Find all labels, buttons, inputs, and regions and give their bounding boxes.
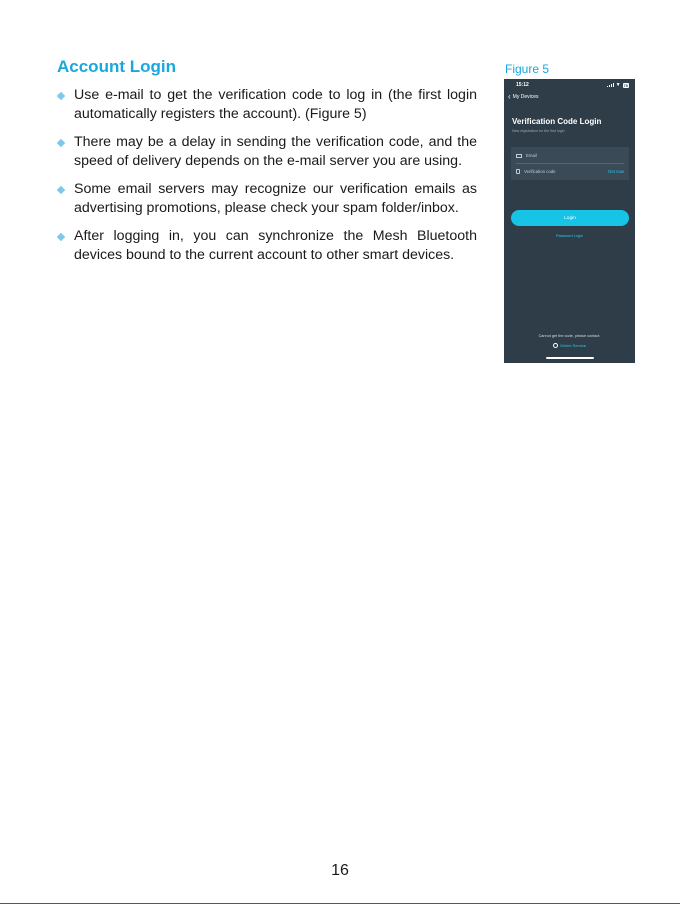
bullet-text: Use e-mail to get the verification code to log in (the first login automatically registers the account). (Figure 5) bbox=[74, 87, 477, 122]
footer-rule bbox=[0, 903, 680, 904]
online-service-link[interactable] bbox=[504, 343, 635, 348]
password-login-link[interactable]: Password Login bbox=[555, 234, 584, 238]
battery-icon: 70 bbox=[623, 82, 628, 88]
phone-screenshot bbox=[504, 79, 635, 363]
verification-code-field[interactable] bbox=[516, 169, 556, 174]
diamond-bullet-icon bbox=[57, 139, 65, 147]
login-form bbox=[511, 147, 629, 180]
status-icons bbox=[607, 82, 629, 88]
email-field[interactable] bbox=[516, 153, 537, 158]
contact-text: Cannot get the code, please contact: bbox=[538, 334, 601, 338]
bullet-list bbox=[57, 86, 477, 274]
screen-subtitle: New registration for the first login bbox=[512, 129, 565, 133]
status-time: 15:12 bbox=[516, 82, 529, 88]
status-bar bbox=[504, 79, 635, 91]
diamond-bullet-icon bbox=[57, 92, 65, 100]
page-number: 16 bbox=[331, 862, 349, 879]
home-indicator bbox=[546, 357, 594, 359]
bullet-text: After logging in, you can synchronize the Mesh Bluetooth devices bound to the current account to other smart devices. bbox=[74, 228, 477, 263]
screen-title: Verification Code Login bbox=[512, 117, 602, 126]
lock-icon bbox=[516, 169, 520, 174]
bullet-text: There may be a delay in sending the verification code, and the speed of delivery depends on the e-mail server you are using. bbox=[74, 134, 477, 169]
code-placeholder: Verification code bbox=[524, 169, 556, 174]
nav-back-button[interactable] bbox=[508, 94, 539, 100]
wifi-icon: ▼ bbox=[615, 82, 621, 88]
list-item bbox=[57, 227, 477, 265]
chevron-left-icon: ‹ bbox=[508, 92, 511, 101]
field-divider bbox=[516, 163, 624, 164]
diamond-bullet-icon bbox=[57, 233, 65, 241]
online-service-label: Online Service bbox=[559, 343, 586, 348]
list-item bbox=[57, 180, 477, 218]
login-button[interactable]: Login bbox=[511, 210, 629, 226]
bullet-text: Some email servers may recognize our verification emails as advertising promotions, please check your spam folder/inbox. bbox=[74, 181, 477, 216]
nav-back-label: My Devices bbox=[512, 94, 539, 100]
figure-caption: Figure 5 bbox=[505, 62, 550, 76]
signal-icon bbox=[607, 83, 614, 87]
headset-icon bbox=[553, 343, 558, 348]
section-heading: Account Login bbox=[57, 57, 176, 76]
email-placeholder: Email bbox=[526, 153, 537, 158]
mail-icon bbox=[516, 154, 522, 158]
get-code-button[interactable]: Get now bbox=[607, 169, 624, 174]
list-item bbox=[57, 133, 477, 171]
diamond-bullet-icon bbox=[57, 186, 65, 194]
list-item bbox=[57, 86, 477, 124]
